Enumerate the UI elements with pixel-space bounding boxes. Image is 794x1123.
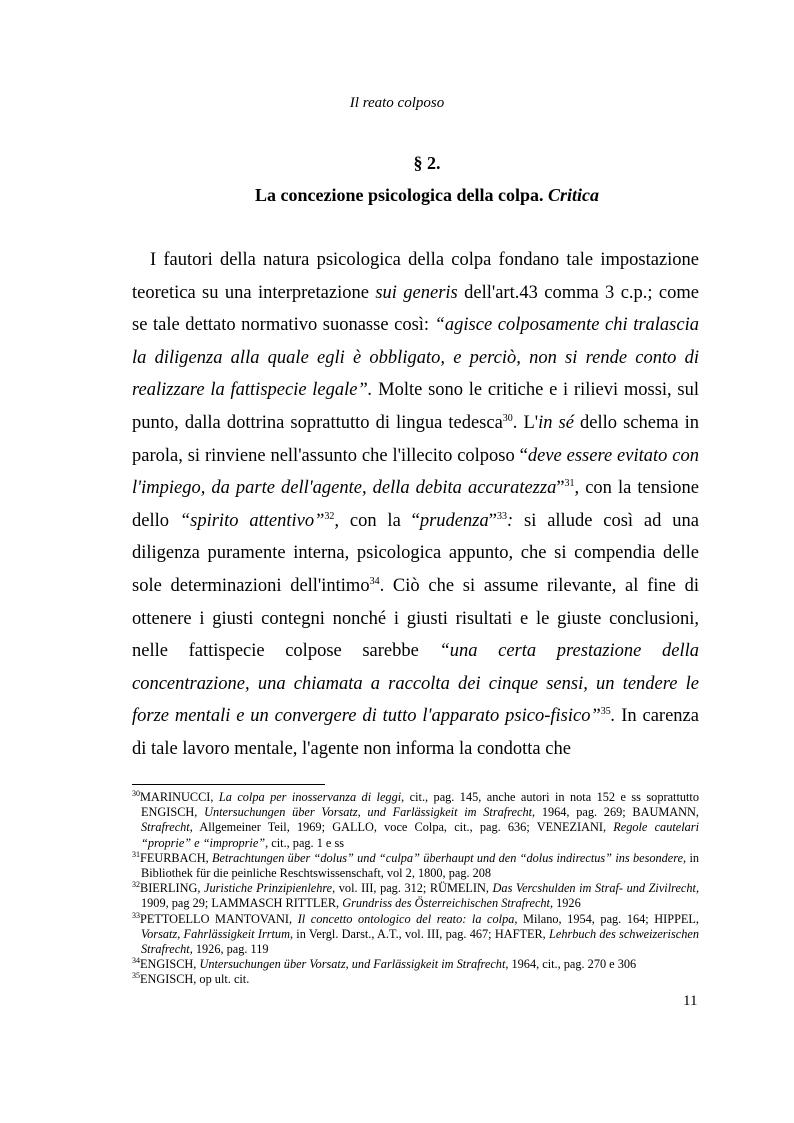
footnote-italic: Untersuchungen über Vorsatz, und Farlässigkeit im Strafrecht xyxy=(204,805,533,820)
body-text-run: I fautori della natura psicologica della colpa fondano tale impostazione teoretica su una interpretazione xyxy=(132,250,699,303)
body-text-run: . L' xyxy=(512,412,539,433)
body-text-italic: : xyxy=(506,510,514,531)
footnote-italic: La colpa per inosservanza di leggi xyxy=(218,790,402,804)
footnote-text: 1926, pag. 119 xyxy=(192,942,269,957)
footnote-italic: Das Vercshulden im Straf- und Zivilrecht, xyxy=(492,881,700,896)
footnote-32 xyxy=(132,881,699,911)
footnote-text: , 1926 xyxy=(549,896,581,911)
footnote-33 xyxy=(132,912,699,958)
footnote-text: , cit., pag. 145, anche autori in nota 152 e ss soprattutto ENGISCH, xyxy=(141,790,699,820)
footnote-text: in Bibliothek für die peinliche Reschtswissenschaft, vol 2, 1800, pag. 208 xyxy=(141,850,700,881)
body-text-run: ” xyxy=(488,510,497,531)
footnote-text: , Allgemeiner Teil, 1969; GALLO, voce Colpa, cit., pag. 636; VENEZIANI, xyxy=(189,820,614,835)
footnote-separator xyxy=(132,784,325,785)
section-title xyxy=(0,185,794,206)
footnote-number: 31 xyxy=(132,849,140,859)
body-text-run: Molte sono le critiche e i rilievi mossi, sul punto, dalla dottrina soprattutto di lingua tedesca xyxy=(132,380,699,433)
footnote-ref-31[interactable]: 31 xyxy=(564,478,575,489)
footnote-ref-33[interactable]: 33 xyxy=(496,510,507,522)
body-quote: deve essere evitato con l'impiego, da parte dell'agente, della debita accuratezza xyxy=(132,445,699,499)
footnote-ref-30[interactable]: 30 xyxy=(502,412,513,424)
body-text-run: , con la tensione dello xyxy=(132,478,699,531)
footnote-text: , Milano, 1954, pag. 164; HIPPEL, xyxy=(514,911,700,926)
body-text-run: dello schema in parola, si rinviene nell'assunto che l'illecito colposo “ xyxy=(132,412,699,466)
footnote-34 xyxy=(132,957,699,972)
footnote-text: vol. III, pag. 312; RÜMELIN, xyxy=(335,881,493,896)
footnote-text: FEURBACH, xyxy=(140,850,212,865)
body-text-italic: sui generis xyxy=(375,282,458,303)
footnote-italic: Regole cautelari “proprie” e “improprie” xyxy=(141,820,699,850)
footnote-text: 1909, pag 29; LAMMASCH RITTLER, xyxy=(141,896,343,911)
footnote-text: , 1964, pag. 269; BAUMANN, xyxy=(532,805,700,820)
body-text-run: . Ciò che si assume rilevante, al fine di ottenere i giusti contegni nonché i giusti risultati e le giuste conclusioni, nelle fattispecie colpose sarebbe xyxy=(132,575,699,662)
section-title-italic: Critica xyxy=(547,185,599,205)
body-text-italic: , xyxy=(334,510,339,531)
body-text-run: si allude così ad una diligenza puramente interna, psicologica appunto, che si compendia delle sole determinazioni dell'intimo xyxy=(132,510,699,596)
footnote-30 xyxy=(132,790,699,851)
body-text-italic: . xyxy=(610,706,616,727)
footnote-text: ENGISCH, xyxy=(140,957,200,972)
body-quote: prudenza xyxy=(419,510,489,531)
footnote-italic: Lehrbuch des schweizerischen Strafrecht, xyxy=(141,926,699,957)
body-text-run: In carenza di tale lavoro mentale, l'agente non informa la condotta che xyxy=(132,706,699,759)
footnote-text: MARINUCCI, xyxy=(140,790,219,804)
footnote-italic: Untersuchungen über Vorsatz, und Farlässigkeit im Strafrecht xyxy=(199,957,506,972)
footnote-text: , cit., pag. 1 e ss xyxy=(265,835,345,850)
footnote-text: , 1964, cit., pag. 270 e 306 xyxy=(505,957,637,972)
footnote-ref-34[interactable]: 34 xyxy=(369,575,380,587)
footnote-italic: Juristiche Prinzipienlehre, xyxy=(204,881,336,896)
footnote-italic: Il concetto ontologico del reato: la colpa xyxy=(297,911,515,926)
footnote-35 xyxy=(132,972,699,987)
footnote-text: , in Vergl. Darst., A.T., vol. III, pag. 467; HAFTER, xyxy=(289,926,550,941)
body-text-run: ” xyxy=(556,478,565,499)
footnote-italic: Vorsatz, Fahrlässigkeit Irrtum xyxy=(141,926,290,941)
footnote-text: BIERLING, xyxy=(140,881,205,896)
body-quote: “spirito attentivo” xyxy=(179,510,325,531)
footnote-italic: Betrachtungen über “dolus” und “culpa” überhaupt und den “dolus indirectus” ins besondere, xyxy=(211,850,687,865)
footnote-number: 35 xyxy=(132,971,140,981)
footnote-number: 34 xyxy=(132,956,140,966)
body-paragraph xyxy=(132,244,699,766)
footnote-text: ENGISCH, op ult. cit. xyxy=(140,972,250,987)
footnote-31 xyxy=(132,851,699,881)
section-title-main: La concezione psicologica della colpa. xyxy=(255,185,548,205)
footnote-text: PETTOELLO MANTOVANI, xyxy=(140,911,298,926)
footnotes xyxy=(132,790,699,988)
body-text-italic: in sé xyxy=(538,412,574,433)
body-text xyxy=(132,244,699,766)
body-text-run: con la “ xyxy=(338,510,420,531)
footnote-number: 33 xyxy=(132,910,140,920)
footnote-ref-32[interactable]: 32 xyxy=(324,510,335,522)
footnote-italic: Strafrecht xyxy=(141,820,190,835)
body-quote: “una certa prestazione della concentrazione, una chiamata a raccolta dei cinque sensi, un tendere le forze mentali e un convergere di tutto l'apparato psico-fisico” xyxy=(132,641,699,727)
body-text-run: dell'art.43 comma 3 c.p.; come se tale dettato normativo suonasse così: xyxy=(132,282,699,336)
body-quote: “agisce colposamente chi tralascia la diligenza alla quale egli è obbligato, e perciò, non si rende conto di realizzare la fattispecie legale”. xyxy=(132,315,699,401)
running-header: Il reato colposo xyxy=(349,95,445,111)
footnote-number: 30 xyxy=(132,788,140,798)
footnote-number: 32 xyxy=(132,880,140,890)
page-number: 11 xyxy=(683,993,698,1009)
section-number: § 2. xyxy=(413,153,441,173)
footnote-ref-35[interactable]: 35 xyxy=(600,706,611,718)
footnote-italic: Grundriss des Österreichischen Strafrecht xyxy=(342,896,550,911)
